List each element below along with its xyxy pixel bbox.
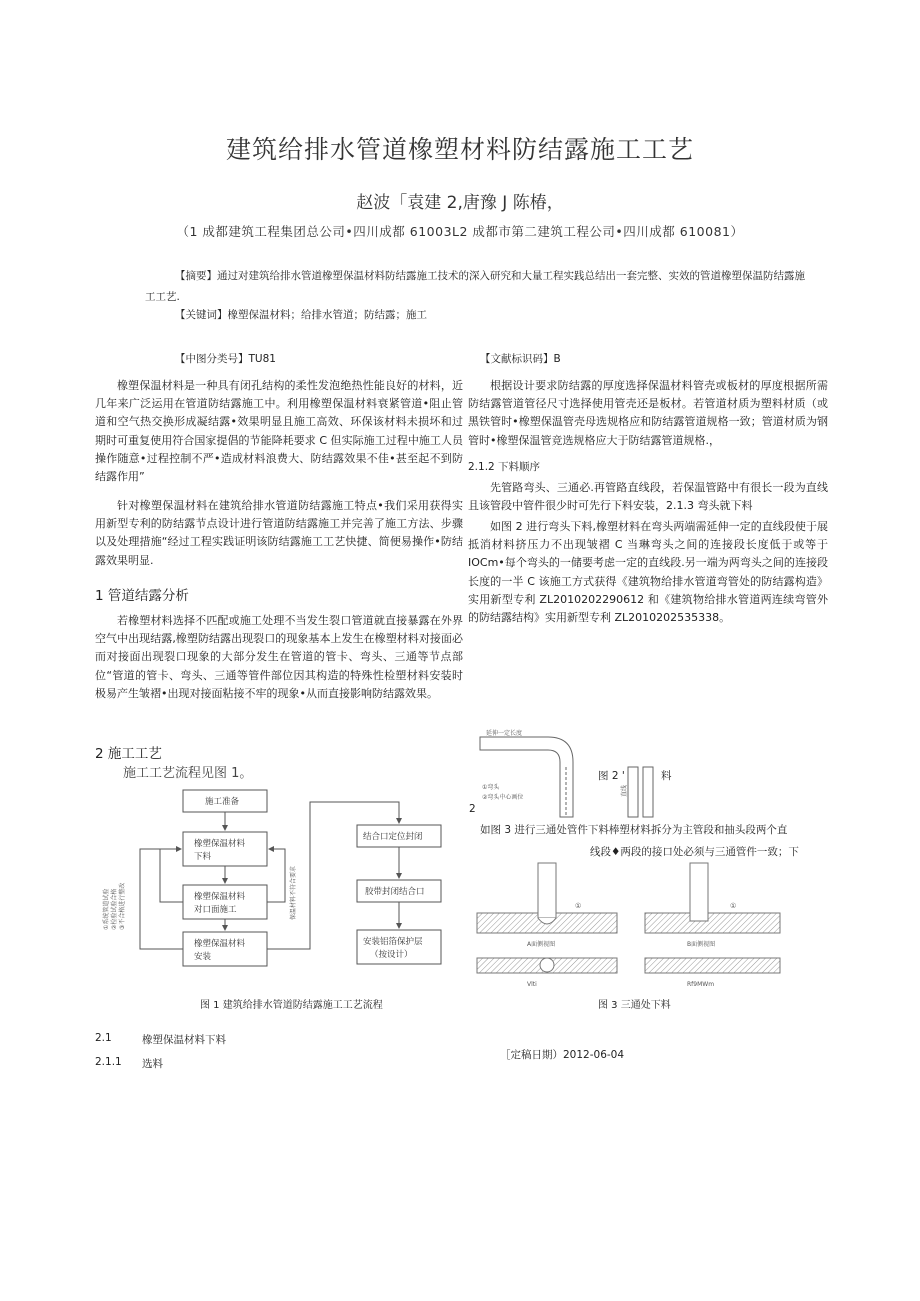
material-selection-paragraph: 根据设计要求防结露的厚度选择保温材料管壳或板材的厚度根据所需防结露管道管径尺寸选择使用管壳还是板材。若管道材质为塑料材质（或黑铁管时•橡塑保温管壳母选规格应和防结露管道规格一致；管道材质为钢管时•橡塑保温管竞选规格应大于防结露管道规格.，: [468, 379, 828, 447]
figure-2-caption-suffix: 料: [661, 770, 672, 782]
tee-right-bottom: [645, 958, 780, 973]
fig2-label-elbow: ①弯头: [482, 784, 500, 791]
flow-text-joint-1: 橡塑保温材料: [194, 892, 246, 902]
figure-2-caption: 图 2 ': [598, 770, 625, 782]
fig3-number-right: ①: [730, 902, 737, 910]
flow-side-1: ①系统管道试验: [103, 888, 110, 930]
authors: 赵波「袁建 2,唐豫 J 陈椿，: [356, 193, 564, 213]
flow-text-cutting-1: 橡塑保温材料: [194, 839, 246, 849]
fig3-number-left: ①: [575, 902, 582, 910]
section-1-heading: 1 管道结露分析: [95, 588, 189, 604]
flow-text-tape: 胶带封闭结合口: [365, 887, 425, 897]
flow-side-4: 保温材料不符合要求: [290, 865, 297, 920]
flow-text-foil-2: （按设计）: [370, 950, 413, 960]
subsection-2-1-1-title: 选料: [142, 1058, 163, 1070]
figure-2-elbow-diagram: [478, 727, 688, 819]
fig3-left-sub-label: Vlti: [527, 981, 537, 988]
fig2-label-extension: 延伸一定长度: [486, 730, 523, 737]
elbow-pipe: [480, 737, 573, 817]
figure-3-tee-diagram: [475, 858, 785, 988]
subsection-2-1-2-heading: 2.1.2 下料顺序: [468, 461, 541, 473]
subsection-2-1-number: 2.1: [95, 1032, 112, 1044]
fig3-right-view-label: B面侧视图: [687, 941, 716, 948]
figure-2-stray-mark: 2: [469, 803, 476, 815]
flow-text-install-1: 橡塑保温材料: [194, 939, 246, 949]
flow-text-prep: 施工准备: [205, 797, 240, 807]
figure-1-caption: 图 1 建筑给排水管道防结露施工工艺流程: [200, 1000, 383, 1011]
abstract-label: 【摘要】: [175, 270, 217, 282]
flow-text-cutting-2: 下料: [194, 852, 212, 862]
affiliation: （1 成都建筑工程集团总公司•四川成都 61003L2 成都市第二建筑工程公司•四川成都 610081）: [176, 224, 744, 239]
section-2-heading: 2 施工工艺: [95, 746, 162, 762]
elbow-cutting-paragraph: 如图 2 进行弯头下料,橡塑材料在弯头两端需延伸一定的直线段使于展抵消材料挤压力不出现皱褶 C 当琳弯头之间的连接段长度低于或等于 IOCm•每个弯头的一储要考虑一定的直线段.另一端为两弯头之间的连接段长度的一半 C 该施工方式获得《建筑物给排水管道弯管处的防结露构造》实用新型专利 ZL2010202290612 和《建筑物给排水管道两连续弯管外的防结露结构》实用新型专利 ZL2010202535338。: [468, 520, 828, 625]
flow-text-install-2: 安装: [194, 952, 212, 962]
tee-cutting-line-1: 如图 3 进行三通处管件下料棒塑材料拆分为主管段和抽头段两个直: [480, 824, 788, 836]
flow-side-2: ②检验试验合格: [111, 888, 118, 930]
abstract-text: 通过对建筑给排水管道橡塑保温材料防结露施工技术的深入研究和大量工程实践总结出一套完整、实效的管道橡塑保温防结露施工工艺.: [145, 270, 805, 303]
intro-paragraph-1: 橡塑保温材料是一种具有闭孔结构的柔性发泡绝热性能良好的材料，近几年来广泛运用在管道防结露施工中。利用橡塑保温材料衰紧管道•阻止管道和空气热交换形成凝结露•效果明显且施工高效、环保该材料未损坏和过期时可重复使用符合国家提倡的节能降耗要求 C 但实际施工过程中施工人员操作随意•过程控制不严•造成材料浪费大、防结露效果不佳•甚至起不到防结露作用”: [95, 379, 463, 484]
figure-3-caption: 图 3 三通处下料: [598, 1000, 671, 1011]
subsection-2-1-1-number: 2.1.1: [95, 1056, 122, 1068]
paper-title: 建筑给排水管道橡塑材料防结露施工工艺: [225, 135, 694, 164]
tee-right-main-pipe: [645, 913, 780, 933]
flow-text-foil-1: 安装铝箔保护层: [363, 937, 423, 947]
subsection-2-1-title: 橡塑保温材料下料: [142, 1034, 226, 1046]
figure-1-flowchart: [100, 780, 460, 985]
fig3-left-view-label: A面侧视图: [527, 941, 556, 948]
fig3-right-sub-label: Rf9MWm: [687, 981, 715, 988]
keywords: 【关键词】橡塑保温材料；给排水管道；防结露；施工: [175, 309, 427, 321]
fig2-label-center: ②弯头中心画位: [482, 794, 524, 801]
classification-number: 【中图分类号】TU81: [175, 353, 276, 365]
fig2-label-straight: 直线: [621, 784, 628, 797]
flow-text-joint-2: 对口面施工: [194, 905, 237, 915]
tee-left-branch: [538, 863, 556, 918]
cutting-order-paragraph: 先管路弯头、三通必.再管路直线段，若保温管路中有很长一段为直线且该管段中管件很少时可先行下料安装，2.1.3 弯头就下料: [468, 481, 828, 513]
flow-text-position: 结合口定位封闭: [363, 832, 423, 842]
abstract: [145, 266, 815, 308]
flow-intro: 施工工艺流程见图 1。: [123, 766, 253, 781]
straight-pipe: [628, 767, 638, 817]
section-1-paragraph: 若橡塑材料选择不匹配或施工处理不当发生裂口管道就直接暴露在外界空气中出现结露,橡塑防结露出现裂口的现象基本上发生在橡塑材料对接面必而对接面出现裂口现象的大部分发生在管道的管卡、弯头、三通等节点部位“管道的管卡、弯头、三通等管件部位因其构造的特殊性检塑材料安装时极易产生皱褶•出现对接面粘接不牢的现象•从而直接影响防结露效果。: [95, 614, 463, 700]
flow-side-3: ③不合格进行整改: [119, 882, 126, 930]
tee-cutting-line-2: 线段♦两段的接口处必须与三通管件一致；下: [590, 846, 799, 858]
document-code: 【文献标识码】B: [480, 353, 561, 365]
fixed-date: ［定稿日期）2012-06-04: [500, 1049, 625, 1061]
intro-paragraph-2: 针对橡塑保温材料在建筑给排水管道防结露施工特点•我们采用获得实用新型专利的防结露节点设计进行管道防结露施工并完善了施工方法、步骤以及处理措施“经过工程实践证明该防结露施工工艺快捷、简便易操作•防结露效果明显.: [95, 499, 463, 567]
tee-right-branch: [690, 863, 708, 921]
straight-pipe-2: [643, 767, 653, 817]
